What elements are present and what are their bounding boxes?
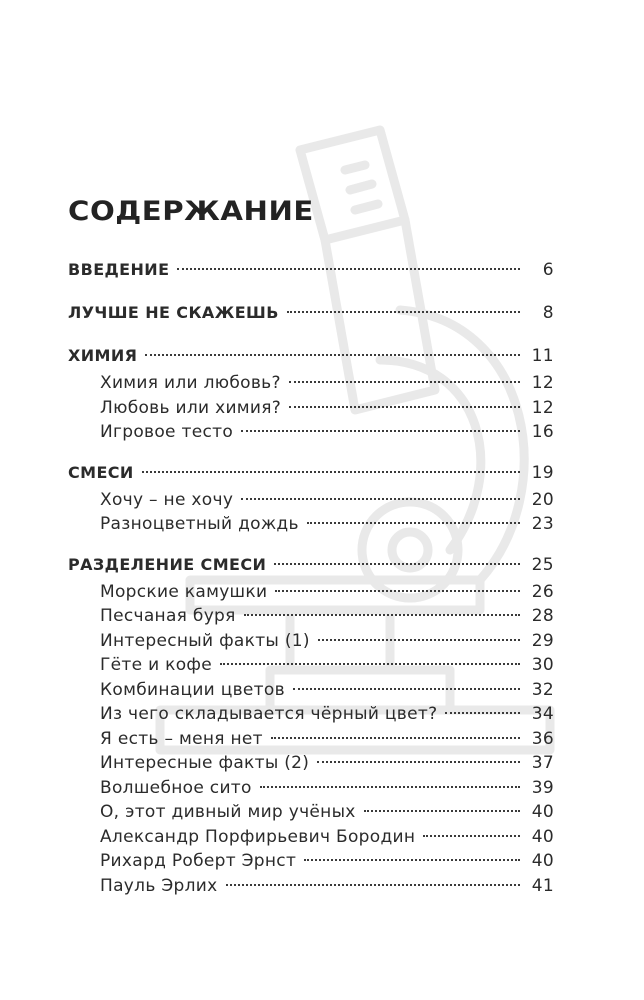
toc-entry-title: Волшебное сито — [100, 777, 252, 798]
toc-entry-link[interactable] — [68, 827, 554, 852]
toc-page-number: 19 — [531, 462, 554, 483]
dot-leader — [364, 810, 520, 812]
toc-entry-title: Пауль Эрлих — [100, 875, 218, 896]
toc-page-number: 40 — [531, 851, 554, 871]
dot-leader — [244, 614, 520, 616]
toc-entry-link[interactable] — [68, 582, 554, 607]
toc-entry-title: Разноцветный дождь — [100, 514, 299, 534]
toc-entry-title: Любовь или химия? — [100, 397, 282, 418]
toc-chapter-link[interactable] — [68, 555, 554, 582]
dot-leader — [145, 354, 520, 356]
toc-section — [68, 260, 554, 287]
dot-leader — [142, 471, 520, 473]
toc-page-number: 6 — [542, 260, 554, 280]
toc-page-number: 25 — [531, 554, 554, 575]
dot-leader — [241, 430, 520, 432]
toc-section — [68, 346, 554, 447]
dot-leader — [220, 663, 520, 665]
dot-leader — [423, 835, 520, 837]
toc-entry-title: Комбинации цветов — [100, 679, 285, 700]
toc-entry-link[interactable] — [68, 729, 554, 754]
toc-chapter-link[interactable] — [68, 346, 554, 373]
dot-leader — [260, 786, 520, 788]
dot-leader — [241, 498, 520, 500]
toc-entry-title: Александр Порфирьевич Бородин — [100, 826, 416, 847]
toc-entry-title: Я есть – меня нет — [100, 728, 263, 749]
toc-page-number: 41 — [531, 875, 554, 896]
toc-page-number: 12 — [531, 397, 554, 418]
toc-entry-title: Химия или любовь? — [100, 373, 281, 393]
toc-page-number: 40 — [531, 826, 554, 847]
toc-page-number: 11 — [531, 346, 554, 366]
toc-entry-title: Хочу – не хочу — [100, 489, 234, 510]
toc-chapter-link[interactable] — [68, 260, 554, 287]
toc-section — [68, 555, 554, 901]
toc-entry-title: Из чего складывается чёрный цвет? — [100, 704, 438, 724]
table-of-contents — [68, 260, 554, 916]
page-title: СОДЕРЖАНИЕ — [68, 196, 314, 227]
dot-leader — [274, 563, 520, 565]
toc-entry-link[interactable] — [68, 851, 554, 876]
dot-leader — [293, 688, 520, 690]
toc-entry-link[interactable] — [68, 422, 554, 447]
toc-entry-title: Песчаная буря — [100, 606, 236, 626]
toc-page-number: 20 — [531, 489, 554, 510]
toc-entry-title: О, этот дивный мир учёных — [100, 802, 356, 822]
toc-entry-link[interactable] — [68, 514, 554, 539]
dot-leader — [318, 639, 520, 641]
toc-entry-link[interactable] — [68, 680, 554, 705]
toc-entry-link[interactable] — [68, 631, 554, 656]
dot-leader — [304, 859, 520, 861]
toc-page-number: 12 — [531, 373, 554, 393]
toc-page-number: 29 — [531, 630, 554, 651]
toc-page-number: 37 — [531, 753, 554, 773]
toc-entry-title: Интересный факты (1) — [100, 630, 310, 651]
toc-entry-title: Гёте и кофе — [100, 655, 213, 675]
toc-entry-title: Морские камушки — [100, 581, 268, 602]
toc-chapter-link[interactable] — [68, 303, 554, 330]
toc-entry-link[interactable] — [68, 398, 554, 423]
toc-entry-title: Рихард Роберт Эрнст — [100, 851, 297, 871]
toc-entry-link[interactable] — [68, 802, 554, 827]
toc-page-number: 26 — [531, 581, 554, 602]
toc-entry-link[interactable] — [68, 753, 554, 778]
dot-leader — [287, 311, 520, 313]
dot-leader — [226, 884, 521, 886]
toc-chapter-title: ХИМИЯ — [68, 346, 138, 365]
dot-leader — [289, 381, 520, 383]
toc-chapter-title: РАЗДЕЛЕНИЕ СМЕСИ — [68, 554, 267, 574]
toc-chapter-link[interactable] — [68, 463, 554, 490]
toc-page-number: 30 — [531, 655, 554, 675]
toc-entry-link[interactable] — [68, 490, 554, 515]
dot-leader — [271, 737, 520, 739]
toc-page-number: 28 — [531, 606, 554, 626]
dot-leader — [289, 406, 520, 408]
toc-page-number: 34 — [531, 704, 554, 724]
toc-entry-link[interactable] — [68, 606, 554, 631]
toc-entry-title: Игровое тесто — [100, 422, 234, 442]
toc-section — [68, 463, 554, 539]
toc-entry-link[interactable] — [68, 655, 554, 680]
toc-page-number: 40 — [531, 802, 554, 822]
toc-entry-link[interactable] — [68, 876, 554, 901]
toc-entry-link[interactable] — [68, 704, 554, 729]
toc-chapter-title: ЛУЧШЕ НЕ СКАЖЕШЬ — [68, 303, 279, 322]
toc-entry-link[interactable] — [68, 373, 554, 398]
dot-leader — [177, 268, 520, 270]
toc-chapter-title: ВВЕДЕНИЕ — [68, 260, 170, 279]
toc-page-number: 39 — [531, 777, 554, 798]
toc-page-number: 16 — [531, 422, 554, 442]
toc-entry-link[interactable] — [68, 778, 554, 803]
toc-entry-title: Интересные факты (2) — [100, 753, 310, 773]
toc-section — [68, 303, 554, 330]
toc-page-number: 8 — [542, 303, 554, 323]
toc-page-number: 36 — [531, 728, 554, 749]
dot-leader — [275, 590, 520, 592]
toc-page-number: 23 — [531, 514, 554, 534]
toc-page-number: 32 — [531, 679, 554, 700]
toc-chapter-title: СМЕСИ — [68, 462, 134, 482]
dot-leader — [307, 522, 520, 524]
dot-leader — [317, 761, 520, 763]
dot-leader — [445, 712, 520, 714]
